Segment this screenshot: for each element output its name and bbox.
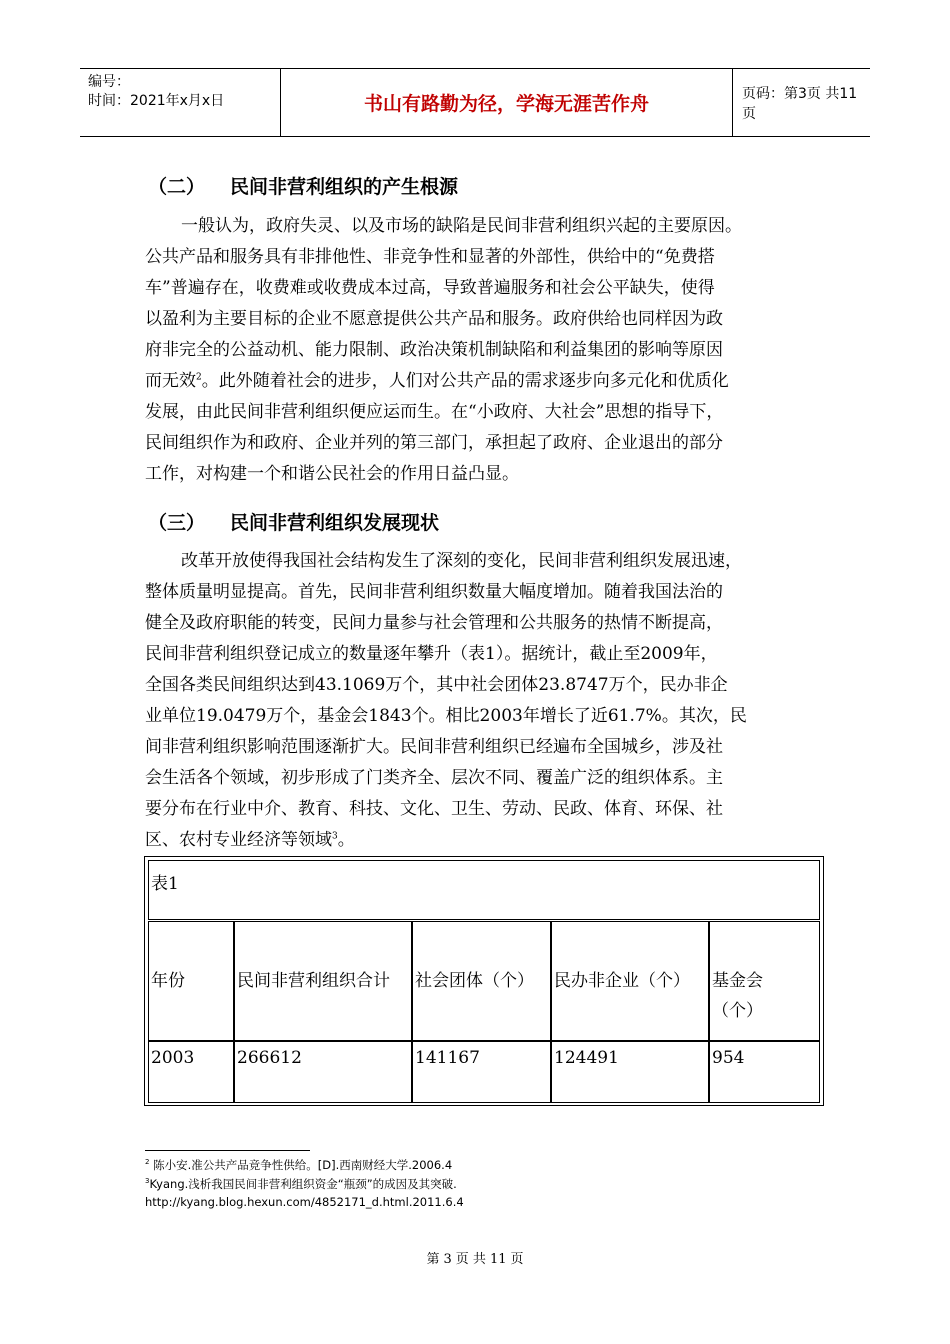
- text-line: 健全及政府职能的转变，民间力量参与社会管理和公共服务的热情不断提高，: [145, 613, 723, 633]
- text-run: 。此外随着社会的进步，人们对公共产品的需求逐步向多元化和优质化: [201, 371, 729, 391]
- text-run: 而无效: [145, 371, 196, 391]
- text-line: 整体质量明显提高。首先，民间非营利组织数量大幅度增加。随着我国法治的: [145, 582, 723, 602]
- footnote-url[interactable]: http://kyang.blog.hexun.com/4852171_d.html.2011.6.4: [145, 1195, 464, 1209]
- text-line: 发展，由此民间非营利组织便应运而生。在“小政府、大社会”思想的指导下，: [145, 402, 724, 422]
- footnote-mark: 2: [145, 1158, 150, 1167]
- text-line: 民间非营利组织登记成立的数量逐年攀升（表1）。据统计，截止至2009年，: [145, 644, 718, 664]
- table-header-cell: 基金会（个）: [709, 921, 820, 1041]
- text-line: 以盈利为主要目标的企业不愿意提供公共产品和服务。政府供给也同样因为政: [145, 309, 723, 329]
- header-motto: 书山有路勤为径，学海无涯苦作舟: [281, 69, 733, 136]
- text-line: 要分布在行业中介、教育、科技、文化、卫生、劳动、民政、体育、环保、社: [145, 799, 723, 819]
- table-header-cell: 民间非营利组织合计: [234, 921, 412, 1041]
- table-cell: 2003: [148, 1041, 234, 1103]
- footnote: [145, 1176, 457, 1192]
- footnote-text: 陈小安.准公共产品竞争性供给。[D].西南财经大学.2006.4: [153, 1158, 453, 1172]
- table-cell: 124491: [551, 1041, 709, 1103]
- table-caption: 表1: [148, 860, 820, 920]
- section-heading: [148, 172, 458, 199]
- paragraph: [145, 546, 805, 856]
- footnote-mark: 3: [145, 1177, 150, 1186]
- footnote-ref[interactable]: 2: [196, 372, 202, 383]
- text-line: 车”普遍存在，收费难或收费成本过高，导致普遍服务和社会公平缺失，使得: [145, 278, 715, 298]
- footnote: [145, 1157, 452, 1173]
- text-line: 民间组织作为和政府、企业并列的第三部门，承担起了政府、企业退出的部分: [145, 433, 723, 453]
- table-cell: 141167: [412, 1041, 551, 1103]
- section-number: （二）: [148, 176, 206, 198]
- page-header: [80, 68, 870, 137]
- footnote-text: Kyang.浅析我国民间非营利组织资金“瓶颈”的成因及其突破.: [149, 1177, 457, 1191]
- page-footer: [0, 1248, 950, 1267]
- text-line: 公共产品和服务具有非排他性、非竞争性和显著的外部性，供给中的“免费搭: [145, 247, 715, 267]
- section-title: 民间非营利组织的产生根源: [230, 176, 459, 198]
- section-number: （三）: [148, 512, 206, 534]
- table-cell: 266612: [234, 1041, 412, 1103]
- text-line: 一般认为，政府失灵、以及市场的缺陷是民间非营利组织兴起的主要原因。: [181, 216, 742, 236]
- text-line: 间非营利组织影响范围逐渐扩大。民间非营利组织已经遍布全国城乡，涉及社: [145, 737, 723, 757]
- header-meta: [80, 69, 281, 136]
- table-header-cell: 社会团体（个）: [412, 921, 551, 1041]
- footnote-ref[interactable]: 3: [332, 831, 338, 842]
- text-line: 府非完全的公益动机、能力限制、政治决策机制缺陷和利益集团的影响等原因: [145, 340, 723, 360]
- text-run: 区、农村专业经济等领域: [145, 830, 332, 850]
- text-line: [145, 366, 805, 397]
- data-table: [144, 856, 824, 1106]
- text-line: 会生活各个领域，初步形成了门类齐全、层次不同、覆盖广泛的组织体系。主: [145, 768, 723, 788]
- footnote-separator: [145, 1150, 310, 1151]
- text-run: 。: [337, 830, 355, 850]
- footer-post: 页: [510, 1252, 524, 1267]
- text-line: 业单位19.0479万个，基金会1843个。相比2003年增长了近61.7%。其次，民: [145, 706, 747, 726]
- section-title: 民间非营利组织发展现状: [230, 512, 440, 534]
- section-heading: [148, 508, 439, 535]
- table-header-cell: 民办非企业（个）: [551, 921, 709, 1041]
- text-line: 工作，对构建一个和谐公民社会的作用日益凸显。: [145, 464, 519, 484]
- footer-pre: 第: [426, 1252, 440, 1267]
- footer-page: 3: [443, 1252, 452, 1267]
- code-label: 编号：: [88, 74, 130, 90]
- footer-total: 11: [489, 1252, 507, 1267]
- footer-mid: 页 共: [455, 1252, 486, 1267]
- table-cell: 954: [709, 1041, 820, 1103]
- time-label: 时间：2021年x月x日: [88, 93, 225, 109]
- header-page-info: 页码：第3页 共11页: [742, 85, 858, 122]
- text-line: 全国各类民间组织达到43.1069万个，其中社会团体23.8747万个，民办非企: [145, 675, 728, 695]
- text-line: 改革开放使得我国社会结构发生了深刻的变化，民间非营利组织发展迅速，: [181, 551, 742, 571]
- text-line: [145, 825, 805, 856]
- table-header-cell: 年份: [148, 921, 234, 1041]
- paragraph: [145, 211, 805, 490]
